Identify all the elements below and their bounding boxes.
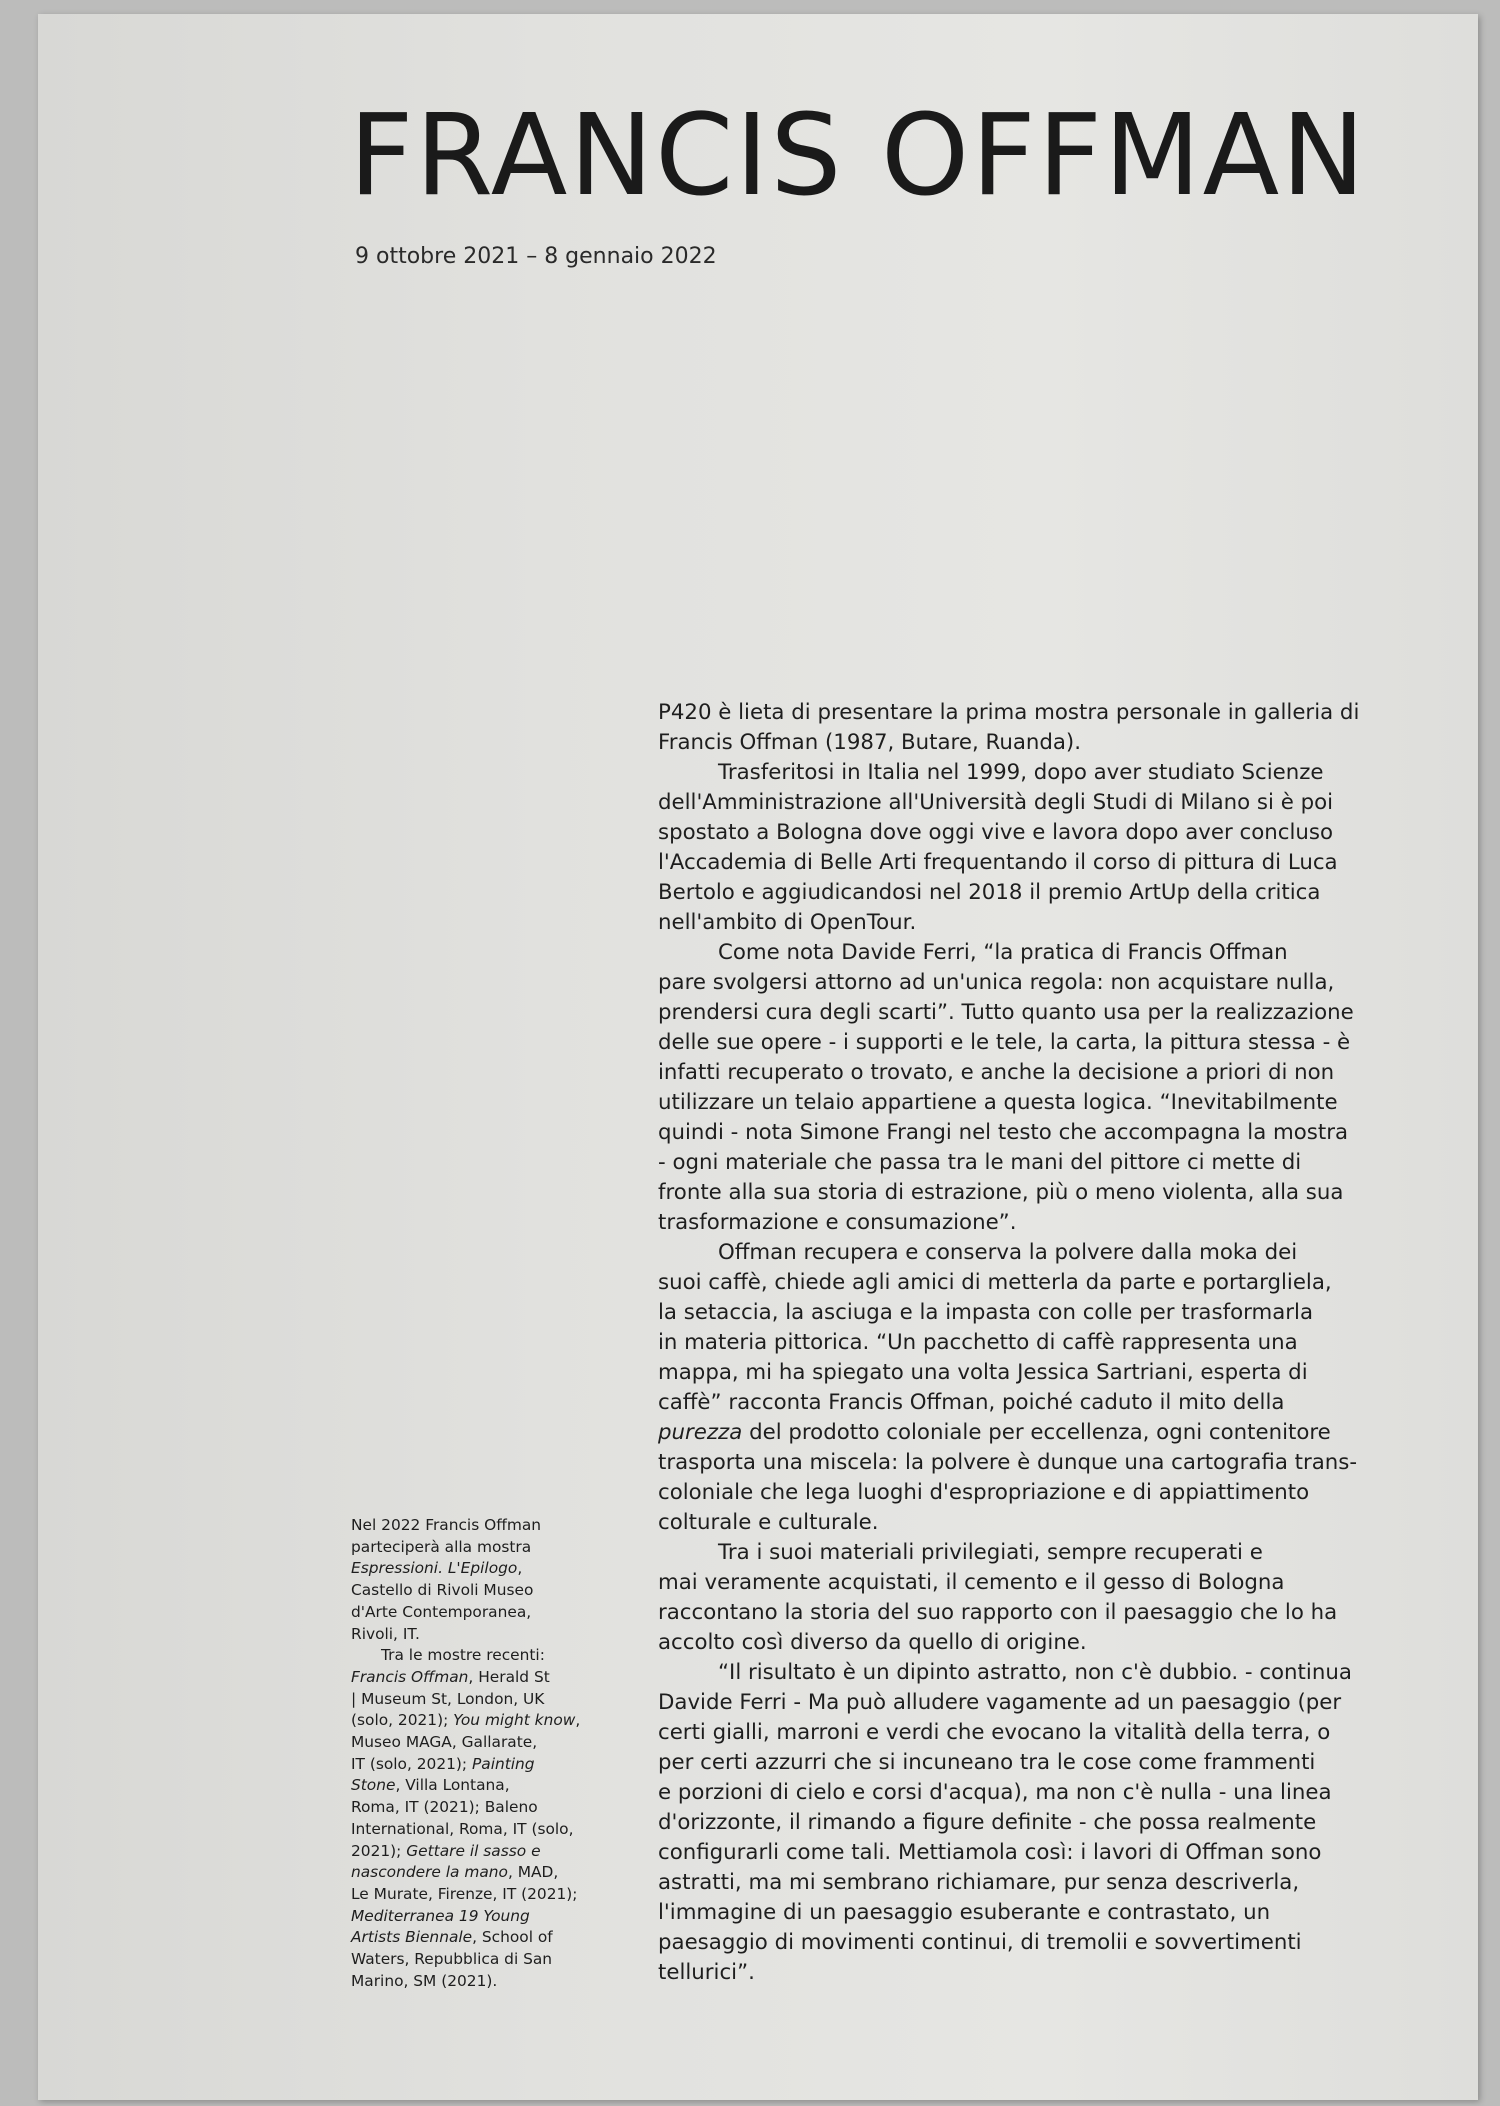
body-line: pare svolgersi attorno ad un'unica regola: non acquistare nulla,: [658, 970, 1335, 995]
artist-bio-sidebar: [351, 1515, 631, 1992]
body-line: Trasferitosi in Italia nel 1999, dopo aver studiato Scienze: [718, 760, 1324, 785]
body-line: Offman recupera e conserva la polvere dalla moka dei: [718, 1240, 1298, 1265]
bio-line: Nel 2022 Francis Offman: [351, 1516, 541, 1534]
body-line: astratti, ma mi sembrano richiamare, pur senza descriverla,: [658, 1870, 1300, 1895]
body-line: d'orizzonte, il rimando a figure definite - che possa realmente: [658, 1810, 1317, 1835]
bio-line: Stone, Villa Lontana,: [351, 1776, 510, 1795]
body-line: fronte alla sua storia di estrazione, più o meno violenta, alla sua: [658, 1180, 1344, 1205]
body-line: P420 è lieta di presentare la prima mostra personale in galleria di: [658, 700, 1360, 725]
page-title: FRANCIS OFFMAN: [349, 91, 1368, 221]
body-line: purezza del prodotto coloniale per eccellenza, ogni contenitore: [658, 1420, 1331, 1445]
body-line: trasporta una miscela: la polvere è dunque una cartografia trans-: [658, 1450, 1358, 1475]
body-line: tellurici”.: [658, 1960, 755, 1985]
bio-line: d'Arte Contemporanea,: [351, 1602, 532, 1621]
exhibition-dates: 9 ottobre 2021 – 8 gennaio 2022: [355, 244, 717, 269]
body-line: certi gialli, marroni e verdi che evocano la vitalità della terra, o: [658, 1720, 1331, 1745]
bio-line: Roma, IT (2021); Baleno: [351, 1798, 538, 1817]
bio-line: Mediterranea 19 Young: [351, 1906, 530, 1925]
body-line: caffè” racconta Francis Offman, poiché caduto il mito della: [658, 1390, 1285, 1415]
bio-line: Espressioni. L'Epilogo,: [351, 1559, 523, 1578]
body-line: la setaccia, la asciuga e la impasta con colle per trasformarla: [658, 1300, 1313, 1325]
body-line: paesaggio di movimenti continui, di tremolii e sovvertimenti: [658, 1930, 1302, 1955]
bio-line: Castello di Rivoli Museo: [351, 1581, 534, 1600]
body-line: “Il risultato è un dipinto astratto, non c'è dubbio. - continua: [718, 1660, 1352, 1685]
body-line: Davide Ferri - Ma può alludere vagamente ad un paesaggio (per: [658, 1690, 1342, 1715]
body-line: Tra i suoi materiali privilegiati, sempre recuperati e: [718, 1540, 1263, 1565]
body-line: accolto così diverso da quello di origine.: [658, 1630, 1087, 1655]
body-line: raccontano la storia del suo rapporto con il paesaggio che lo ha: [658, 1600, 1338, 1625]
press-release-body: [658, 698, 1438, 1988]
body-line: l'Accademia di Belle Arti frequentando il corso di pittura di Luca: [658, 850, 1338, 875]
body-line: quindi - nota Simone Frangi nel testo che accompagna la mostra: [658, 1120, 1349, 1145]
bio-line: | Museum St, London, UK: [351, 1689, 545, 1708]
body-line: colturale e culturale.: [658, 1510, 879, 1535]
bio-line: Tra le mostre recenti:: [381, 1646, 545, 1665]
body-line: - ogni materiale che passa tra le mani del pittore ci mette di: [658, 1150, 1302, 1175]
bio-line: parteciperà alla mostra: [351, 1537, 532, 1556]
document-page: [38, 14, 1478, 2100]
bio-line: 2021); Gettare il sasso e: [351, 1841, 541, 1860]
body-line: Francis Offman (1987, Butare, Ruanda).: [658, 730, 1082, 755]
body-line: Bertolo e aggiudicandosi nel 2018 il premio ArtUp della critica: [658, 880, 1321, 905]
body-line: coloniale che lega luoghi d'espropriazione e di appiattimento: [658, 1480, 1310, 1505]
bio-line: Francis Offman, Herald St: [351, 1667, 550, 1686]
body-line: per certi azzurri che si incuneano tra le cose come frammenti: [658, 1750, 1316, 1775]
bio-line: IT (solo, 2021); Painting: [351, 1754, 535, 1773]
body-line: suoi caffè, chiede agli amici di metterla da parte e portargliela,: [658, 1270, 1332, 1295]
bio-line: Artists Biennale, School of: [351, 1928, 553, 1947]
bio-line: Waters, Repubblica di San: [351, 1950, 553, 1969]
body-line: mai veramente acquistati, il cemento e il gesso di Bologna: [658, 1570, 1285, 1595]
body-line: l'immagine di un paesaggio esuberante e contrastato, un: [658, 1900, 1271, 1925]
bio-line: International, Roma, IT (solo,: [351, 1819, 574, 1838]
body-line: utilizzare un telaio appartiene a questa logica. “Inevitabilmente: [658, 1090, 1338, 1115]
body-line: dell'Amministrazione all'Università degli Studi di Milano si è poi: [658, 790, 1334, 815]
bio-line: Marino, SM (2021).: [351, 1971, 498, 1990]
bio-line: Rivoli, IT.: [351, 1624, 420, 1643]
body-line: trasformazione e consumazione”.: [658, 1210, 1017, 1235]
body-line: infatti recuperato o trovato, e anche la decisione a priori di non: [658, 1060, 1335, 1085]
body-line: e porzioni di cielo e corsi d'acqua), ma non c'è nulla - una linea: [658, 1780, 1332, 1805]
body-line: nell'ambito di OpenTour.: [658, 910, 917, 935]
body-line: spostato a Bologna dove oggi vive e lavora dopo aver concluso: [658, 820, 1333, 845]
bio-line: Museo MAGA, Gallarate,: [351, 1733, 538, 1752]
bio-line: nascondere la mano, MAD,: [351, 1863, 559, 1882]
body-line: in materia pittorica. “Un pacchetto di caffè rappresenta una: [658, 1330, 1298, 1355]
body-line: mappa, mi ha spiegato una volta Jessica Sartriani, esperta di: [658, 1360, 1308, 1385]
body-line: configurarli come tali. Mettiamola così: i lavori di Offman sono: [658, 1840, 1322, 1865]
body-line: Come nota Davide Ferri, “la pratica di Francis Offman: [718, 940, 1288, 965]
body-line: prendersi cura degli scarti”. Tutto quanto usa per la realizzazione: [658, 1000, 1354, 1025]
bio-line: (solo, 2021); You might know,: [351, 1711, 581, 1730]
bio-line: Le Murate, Firenze, IT (2021);: [351, 1884, 578, 1903]
body-line: delle sue opere - i supporti e le tele, la carta, la pittura stessa - è: [658, 1030, 1351, 1055]
